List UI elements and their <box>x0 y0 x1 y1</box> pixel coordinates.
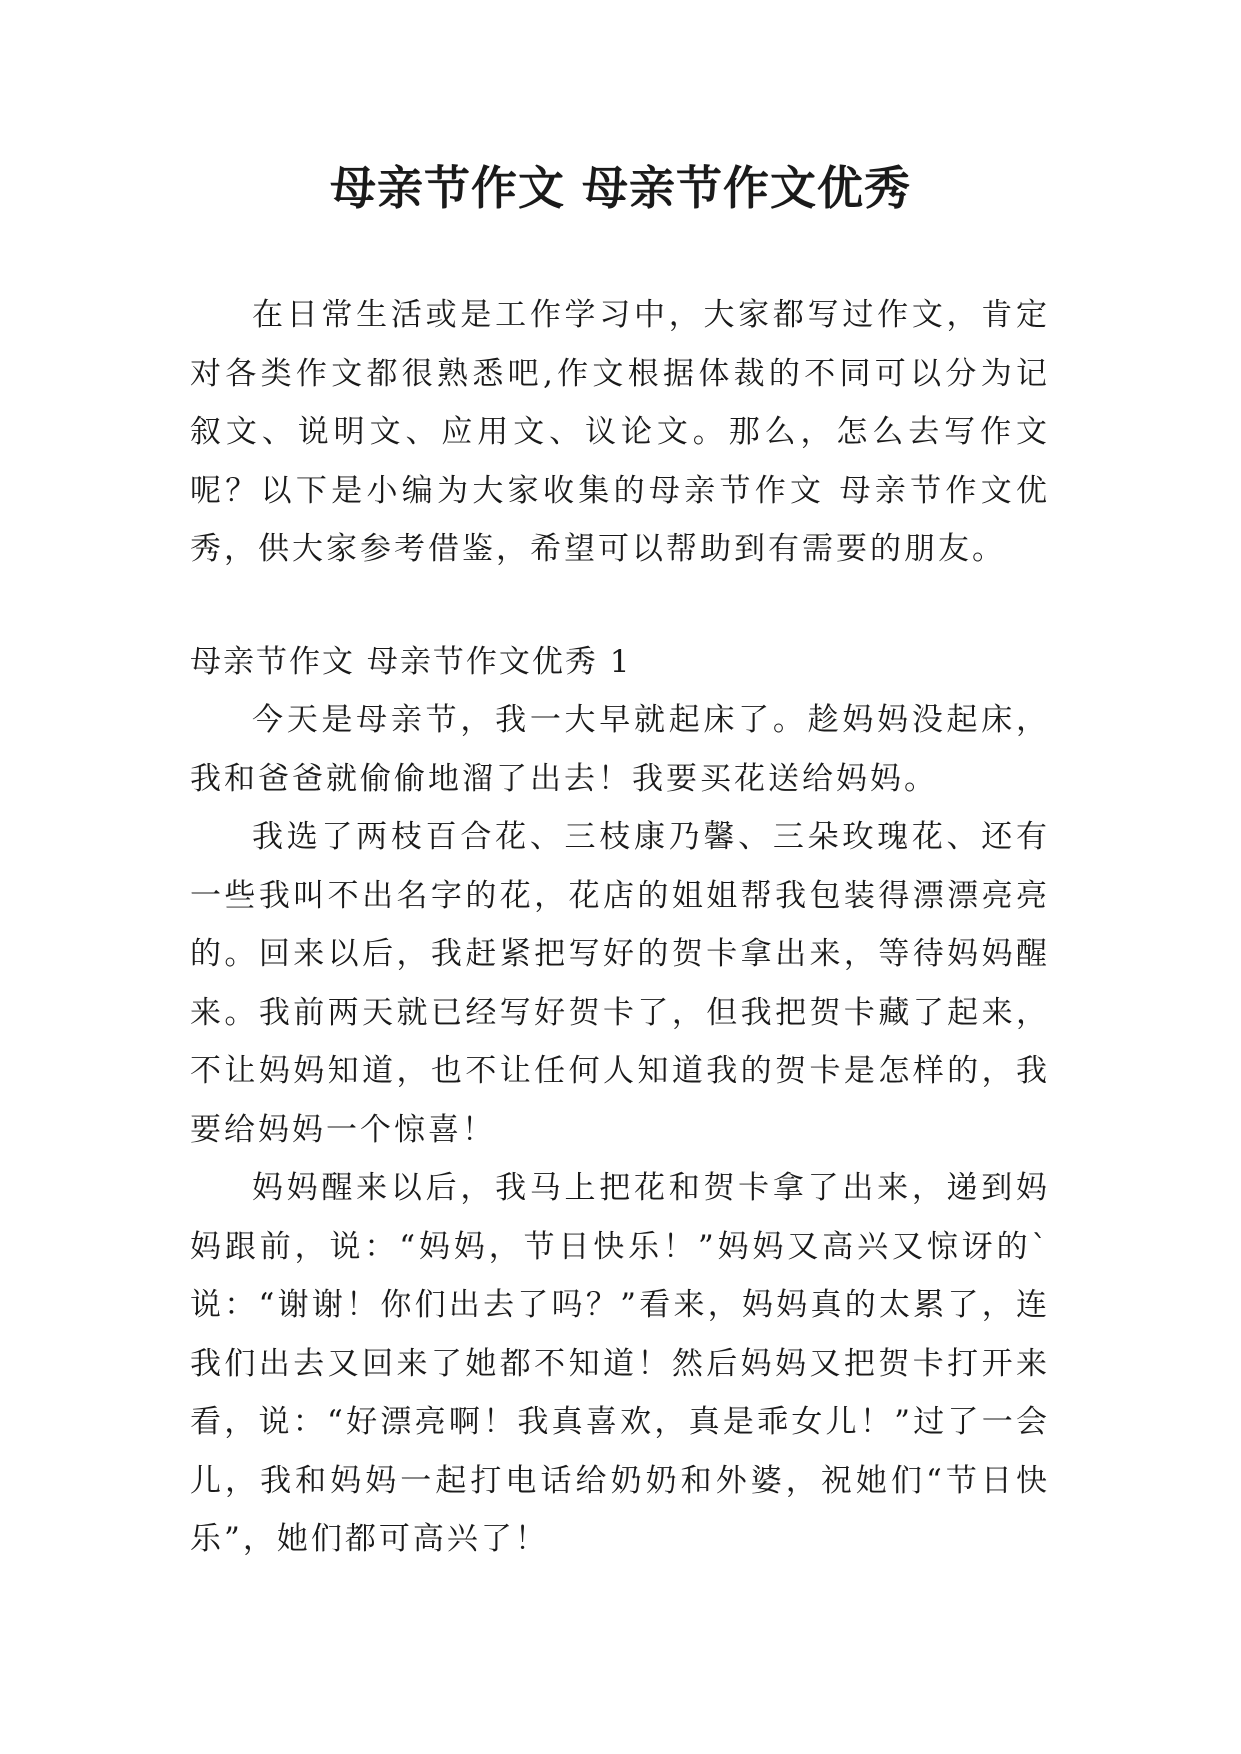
essay-paragraph-1: 今天是母亲节，我一大早就起床了。趁妈妈没起床，我和爸爸就偷偷地溜了出去！我要买花送给妈妈。 <box>190 702 1050 797</box>
essay-body <box>190 691 1050 1569</box>
intro-block <box>190 286 1050 579</box>
section-heading: 母亲节作文 母亲节作文优秀 1 <box>190 644 632 680</box>
intro-paragraph: 在日常生活或是工作学习中，大家都写过作文，肯定对各类作文都很熟悉吧,作文根据体裁的不同可以分为记叙文、说明文、应用文、议论文。那么，怎么去写作文呢？以下是小编为大家收集的母亲节作文 母亲节作文优秀，供大家参考借鉴，希望可以帮助到有需要的朋友。 <box>190 297 1050 567</box>
essay-paragraph-2: 我选了两枝百合花、三枝康乃馨、三朵玫瑰花、还有一些我叫不出名字的花，花店的姐姐帮我包装得漂漂亮亮的。回来以后，我赶紧把写好的贺卡拿出来，等待妈妈醒来。我前两天就已经写好贺卡了，但我把贺卡藏了起来，不让妈妈知道，也不让任何人知道我的贺卡是怎样的，我要给妈妈一个惊喜！ <box>190 819 1050 1148</box>
document-title: 母亲节作文 母亲节作文优秀 <box>329 161 911 215</box>
essay-paragraph-3: 妈妈醒来以后，我马上把花和贺卡拿了出来，递到妈妈跟前，说：“妈妈，节日快乐！”妈妈又高兴又惊讶的`说：“谢谢！你们出去了吗？”看来，妈妈真的太累了，连我们出去又回来了她都不知道！然后妈妈又把贺卡打开来看，说：“好漂亮啊！我真喜欢，真是乖女儿！”过了一会儿，我和妈妈一起打电话给奶奶和外婆，祝她们“节日快乐”，她们都可高兴了！ <box>190 1170 1050 1557</box>
